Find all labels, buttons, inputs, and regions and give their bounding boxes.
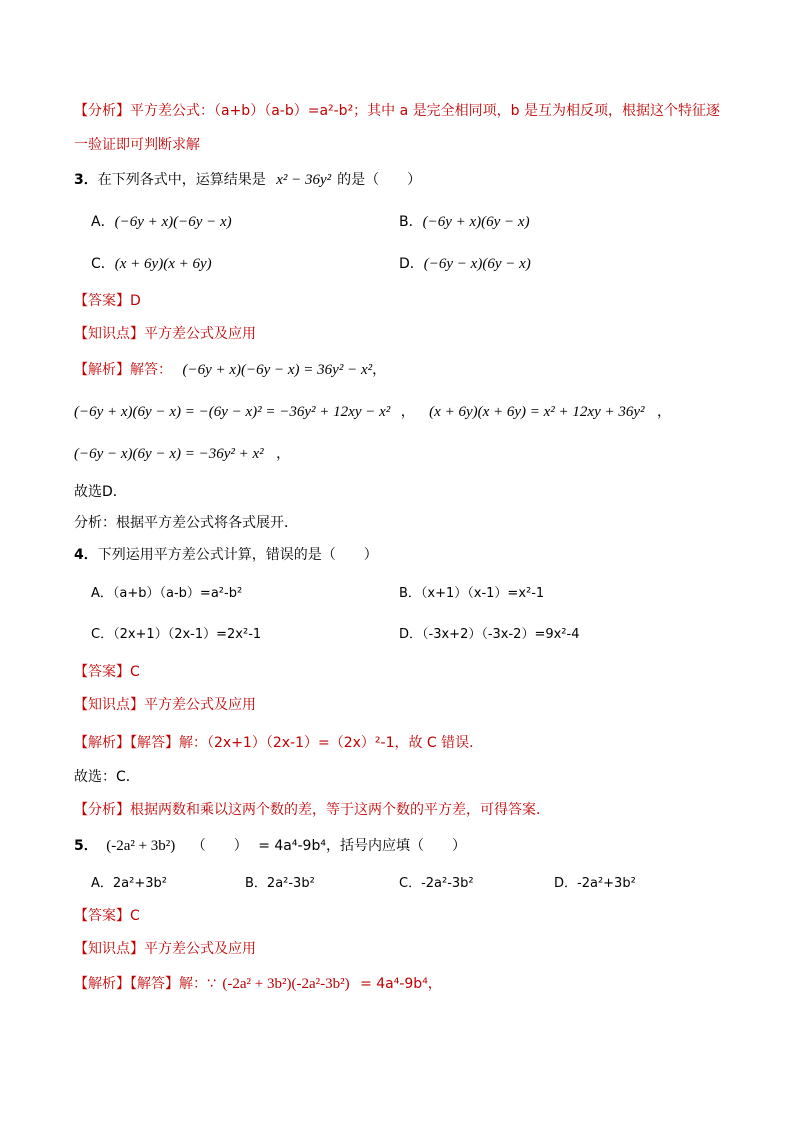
analysis-line-2: 一验证即可判断求解 <box>74 137 200 153</box>
q4-jx-tag: 【解析】【解答】 <box>74 735 179 751</box>
q4-stem-text: 下列运用平方差公式计算，错误的是（ ） <box>97 547 378 563</box>
q3-sep4: ， <box>276 446 291 462</box>
q5-kp-tag: 【知识点】 <box>74 941 144 957</box>
q4-conclusion: 故选：C． <box>74 769 140 785</box>
q4-stem <box>74 545 378 565</box>
q4-analysis <box>74 800 550 820</box>
q4-answer-value: C <box>130 664 140 680</box>
q3-eq4: (−6y − x)(6y − x) = −36y² + x² <box>74 446 264 462</box>
q5-option-a-expr: 2a²+3b² <box>112 876 167 891</box>
q5-expr: (-2a² + 3b²) <box>106 838 176 854</box>
q3-solution-line-3 <box>74 444 290 464</box>
q5-option-d <box>554 874 636 894</box>
q4-number: 4． <box>74 547 98 563</box>
q3-option-c-label: C． <box>91 256 115 272</box>
q5-answer <box>74 906 140 926</box>
q3-solution-line-1 <box>74 360 386 380</box>
q3-answer-tag: 【答案】 <box>74 293 130 309</box>
q3-conclusion: 故选D． <box>74 484 127 500</box>
q3-option-c <box>91 254 212 274</box>
q5-jx-expr: (-2a² + 3b²)(-2a²-3b²) <box>222 976 350 992</box>
q4-jx-text: 解：（2x+1）（2x-1）=（2x）²-1，故 C 错误． <box>179 735 484 751</box>
q3-kp-text: 平方差公式及应用 <box>144 326 256 342</box>
q3-expr: x² − 36y² <box>276 172 332 188</box>
q3-option-d-expr: (−6y − x)(6y − x) <box>423 256 531 272</box>
q4-knowledge-point <box>74 695 256 715</box>
q5-stem <box>74 836 466 856</box>
q4-fx-tag: 【分析】 <box>74 802 130 818</box>
q5-jx-rest: = 4a⁴-9b⁴， <box>360 976 442 992</box>
q4-option-d <box>399 625 579 645</box>
q3-jx-tag: 【解析】 <box>74 362 130 378</box>
q4-option-d-label: D． <box>399 627 423 642</box>
q4-kp-tag: 【知识点】 <box>74 697 144 713</box>
q4-option-a-expr: （a+b）（a-b）=a²-b² <box>112 586 243 601</box>
q3-option-a <box>91 212 232 232</box>
q3-stem-a: 在下列各式中，运算结果是 <box>97 172 266 188</box>
q3-option-b-expr: (−6y + x)(6y − x) <box>422 214 530 230</box>
q4-option-b <box>399 584 544 604</box>
q3-answer <box>74 291 141 311</box>
q5-kp-text: 平方差公式及应用 <box>144 941 256 957</box>
q3-option-a-label: A． <box>91 214 115 230</box>
q3-option-b <box>399 212 530 232</box>
q4-option-c-label: C． <box>91 627 114 642</box>
q5-number: 5． <box>74 838 98 854</box>
analysis-tag: 【分析】 <box>74 103 130 119</box>
q3-answer-value: D <box>130 293 141 309</box>
q4-option-b-label: B． <box>399 586 421 601</box>
q4-fx-text: 根据两数和乘以这两个数的差，等于这两个数的平方差，可得答案． <box>130 802 550 818</box>
q3-stem-b: 的是（ ） <box>337 172 422 188</box>
q3-eq3: (x + 6y)(x + 6y) = x² + 12xy + 36y² <box>429 404 645 420</box>
q5-option-c <box>399 874 474 894</box>
q3-number: 3． <box>74 172 98 188</box>
q4-option-c-expr: （2x+1）（2x-1）=2x²-1 <box>113 627 262 642</box>
q4-option-b-expr: （x+1）（x-1）=x²-1 <box>420 586 545 601</box>
q3-jx-lead: 解答： <box>130 362 172 378</box>
q4-option-a <box>91 584 242 604</box>
q3-knowledge-point <box>74 324 256 344</box>
q5-answer-value: C <box>130 908 140 924</box>
q3-option-c-expr: (x + 6y)(x + 6y) <box>114 256 212 272</box>
q5-option-a-label: A． <box>91 876 113 891</box>
q3-eq1: (−6y + x)(−6y − x) = 36y² − x² <box>182 362 373 378</box>
q5-option-b-label: B． <box>245 876 267 891</box>
q3-stem <box>74 170 421 190</box>
q5-blank: （ ） <box>191 838 248 854</box>
q3-sep2: ， <box>400 404 415 420</box>
q4-option-c <box>91 625 261 645</box>
q5-rest: = 4a⁴-9b⁴，括号内应填（ ） <box>258 838 466 854</box>
q5-knowledge-point <box>74 939 256 959</box>
q4-solution <box>74 733 483 753</box>
analysis-text: 平方差公式：（a+b）（a-b）=a²-b²；其中 a 是完全相同项，b 是互为相反项，根据这个特征逐 <box>130 103 721 119</box>
q3-option-a-expr: (−6y + x)(−6y − x) <box>114 214 232 230</box>
q5-solution <box>74 974 442 994</box>
q3-kp-tag: 【知识点】 <box>74 326 144 342</box>
q5-option-b <box>245 874 315 894</box>
q5-option-d-label: D． <box>554 876 578 891</box>
q5-option-a <box>91 874 167 894</box>
q3-analysis: 分析：根据平方差公式将各式展开． <box>74 515 298 531</box>
q5-option-c-label: C． <box>399 876 422 891</box>
analysis-line-1 <box>74 101 720 121</box>
q3-solution-line-2 <box>74 402 671 422</box>
q4-option-a-label: A． <box>91 586 113 601</box>
q5-jx-tag: 【解析】【解答】 <box>74 976 179 992</box>
q5-option-d-expr: -2a²+3b² <box>577 876 636 891</box>
q4-answer-tag: 【答案】 <box>74 664 130 680</box>
q3-option-d <box>399 254 531 274</box>
q5-option-c-expr: -2a²-3b² <box>421 876 474 891</box>
q3-sep1: ， <box>372 362 387 378</box>
q4-kp-text: 平方差公式及应用 <box>144 697 256 713</box>
q3-eq2: (−6y + x)(6y − x) = −(6y − x)² = −36y² + 12xy − x² <box>74 404 391 420</box>
q4-answer <box>74 662 140 682</box>
q5-jx-lead: 解：∵ <box>179 976 216 992</box>
q3-option-d-label: D． <box>399 256 424 272</box>
q3-option-b-label: B． <box>399 214 423 230</box>
q4-option-d-expr: （-3x+2）（-3x-2）=9x²-4 <box>422 627 580 642</box>
q5-option-b-expr: 2a²-3b² <box>266 876 315 891</box>
q3-sep3: ， <box>656 404 671 420</box>
q5-answer-tag: 【答案】 <box>74 908 130 924</box>
